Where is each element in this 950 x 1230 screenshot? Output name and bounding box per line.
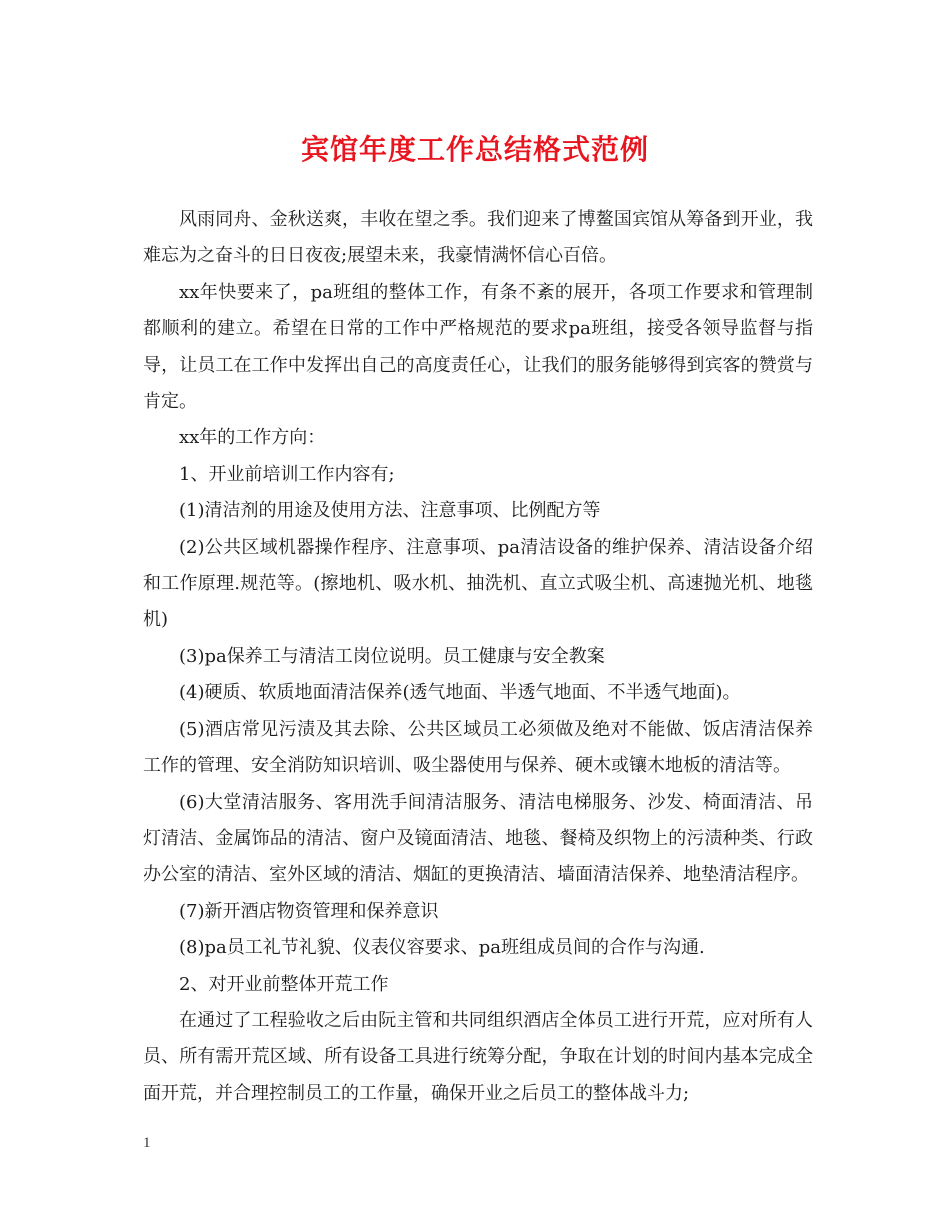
page-number: 1 — [143, 1135, 151, 1151]
section-heading-training: 1、开业前培训工作内容有; — [179, 463, 395, 485]
list-item-4: (4)硬质、软质地面清洁保养(透气地面、半透气地面、不半透气地面)。 — [179, 682, 741, 704]
page-title: 宾馆年度工作总结格式范例 — [300, 133, 649, 166]
section-heading-cleanup: 2、对开业前整体开荒工作 — [179, 973, 389, 995]
list-item-3: (3)pa保养工与清洁工岗位说明。员工健康与安全教案 — [179, 645, 605, 667]
list-item-5: (5)酒店常见污渍及其去除、公共区域员工必须做及绝对不能做、饭店清洁保养工作的管理、安全消防知识培训、吸尘器使用与保养、硬木或镶木地板的清洁等。 — [143, 718, 813, 777]
paragraph-cleanup: 在通过了工程验收之后由阮主管和共同组织酒店全体员工进行开荒，应对所有人员、所有需开荒区域、所有设备工具进行统筹分配，争取在计划的时间内基本完成全面开荒，并合理控制员工的工作量，确保开业之后员工的整体战斗力; — [143, 1009, 813, 1104]
document-body — [143, 202, 813, 1112]
paragraph-intro: 风雨同舟、金秋送爽，丰收在望之季。我们迎来了博鳌国宾馆从筹备到开业，我难忘为之奋斗的日日夜夜;展望未来，我豪情满怀信心百倍。 — [143, 209, 813, 267]
list-item-7: (7)新开酒店物资管理和保养意识 — [179, 900, 439, 922]
list-item-8: (8)pa员工礼节礼貌、仪表仪容要求、pa班组成员间的合作与沟通. — [179, 937, 705, 959]
list-item-6: (6)大堂清洁服务、客用洗手间清洁服务、清洁电梯服务、沙发、椅面清洁、吊灯清洁、金属饰品的清洁、窗户及镜面清洁、地毯、餐椅及织物上的污渍种类、行政办公室的清洁、室外区域的清洁、烟缸的更换清洁、墙面清洁保养、地垫清洁程序。 — [143, 791, 813, 886]
list-item-2: (2)公共区域机器操作程序、注意事项、pa清洁设备的维护保养、清洁设备介绍和工作原理.规范等。(擦地机、吸水机、抽洗机、直立式吸尘机、高速抛光机、地毯机) — [143, 536, 813, 631]
list-item-1: (1)清洁剂的用途及使用方法、注意事项、比例配方等 — [179, 500, 601, 522]
paragraph-overview: xx年快要来了，pa班组的整体工作，有条不紊的展开，各项工作要求和管理制都顺利的建立。希望在日常的工作中严格规范的要求pa班组，接受各领导监督与指导，让员工在工作中发挥出自己的高度责任心，让我们的服务能够得到宾客的赞赏与肯定。 — [143, 281, 813, 413]
paragraph-work-direction: xx年的工作方向： — [179, 427, 326, 449]
